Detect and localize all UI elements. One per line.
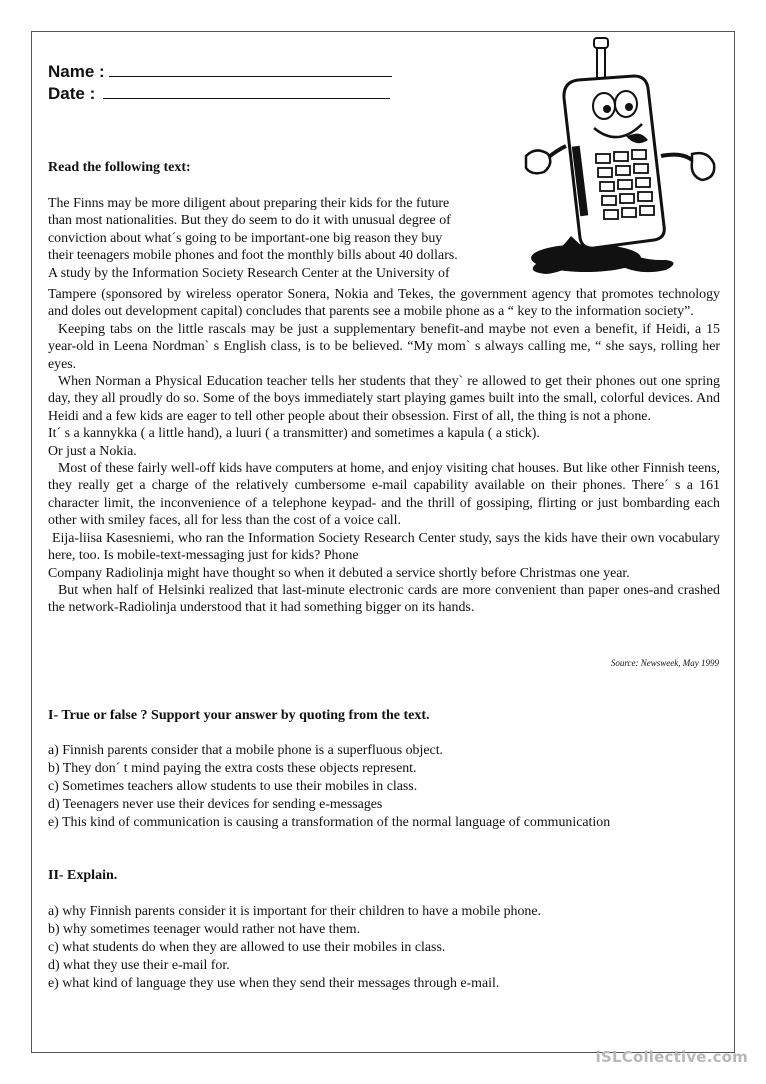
intro-line: The Finns may be more diligent about preparing their kids for the future <box>48 196 450 211</box>
paragraph: Most of these fairly well-off kids have computers at home, and enjoy visiting chat houses. But like other Finnish teens, they really get a charge of the relatively cumbersome e-mail capability available on their phones. There´ s a 161 character limit, the inconvenience of a telephone keypad- and the thrill of gossiping, flirting or just bombarding each other with smiley faces, all for less than the cost of a voice call. <box>48 461 720 529</box>
reading-intro <box>48 195 518 282</box>
cartoon-mobile-phone-icon <box>516 36 726 286</box>
list-item: b) They don´ t mind paying the extra costs these objects represent. <box>48 761 417 776</box>
list-item: b) why sometimes teenager would rather not have them. <box>48 922 361 937</box>
list-item: c) what students do when they are allowed to use their mobiles in class. <box>48 940 446 955</box>
list-item: a) Finnish parents consider that a mobile phone is a superfluous object. <box>48 743 444 758</box>
intro-line: A study by the Information Society Research Center at the University of <box>48 265 450 281</box>
name-label: Name : <box>48 62 105 81</box>
list-item: d) what they use their e-mail for. <box>48 958 230 973</box>
paragraph: Keeping tabs on the little rascals may be just a supplementary benefit-and maybe not even a benefit, if Heidi, a 15 year-old in Leena Nordman` s English class, is to be believed. “My mom` s always calling me, “ she says, rolling her eyes. <box>48 321 720 372</box>
intro-line: than most nationalities. But they do seem to do it with unusual degree of <box>48 213 451 229</box>
true-false-list <box>48 742 610 832</box>
paragraph: But when half of Helsinki realized that last-minute electronic cards are more convenient than paper ones-and crashed the network-Radiolinja understood that it had something bigger on its hands. <box>48 582 720 616</box>
list-item: a) why Finnish parents consider it is important for their children to have a mobile phone. <box>48 904 542 919</box>
section-explain-title: II- Explain. <box>48 868 118 883</box>
name-field <box>48 60 392 82</box>
reading-body <box>48 286 720 617</box>
list-item: e) what kind of language they use when they send their messages through e-mail. <box>48 976 500 991</box>
list-item: c) Sometimes teachers allow students to use their mobiles in class. <box>48 779 418 794</box>
source-citation: Source: Newsweek, May 1999 <box>610 658 719 668</box>
intro-line: conviction about what´s going to be important-one big reason they buy <box>48 230 443 246</box>
explain-list <box>48 903 541 993</box>
list-item: d) Teenagers never use their devices for sending e-messages <box>48 797 383 812</box>
paragraph: Eija-liisa Kasesniemi, who ran the Information Society Research Center study, says the kids have their own vocabulary here, too. Is mobile-text-messaging just for kids? Phone <box>48 530 720 564</box>
paragraph: Company Radiolinja might have thought so when it debuted a service shortly before Christmas one year. <box>48 565 630 581</box>
date-label: Date : <box>48 84 96 103</box>
intro-line: their teenagers mobile phones and foot the monthly bills about 40 dollars. <box>48 248 458 264</box>
section-true-false-title: I- True or false ? Support your answer by quoting from the text. <box>48 708 430 723</box>
reading-instruction: Read the following text: <box>48 160 191 175</box>
paragraph: It´ s a kannykka ( a little hand), a luuri ( a transmitter) and sometimes a kapula ( a stick). <box>48 426 540 442</box>
paragraph: Or just a Nokia. <box>48 443 137 459</box>
date-blank-line <box>103 82 390 99</box>
paragraph: Tampere (sponsored by wireless operator Sonera, Nokia and Tekes, the government agency that promotes technology and doles out development capital) concludes that parents see a mobile phone as a “ key to the information society”. <box>48 287 720 320</box>
date-field <box>48 82 390 104</box>
paragraph: When Norman a Physical Education teacher tells her students that they` re allowed to get their phones out one spring day, they all proudly do so. Some of the boys immediately start playing games built into the small, colorful devices. And Heidi and a few kids are eager to tell other people about their obsession. First of all, the thing is not a phone. <box>48 374 720 424</box>
list-item: e) This kind of communication is causing a transformation of the normal language of communication <box>48 815 611 830</box>
name-blank-line <box>109 60 392 77</box>
watermark: iSLCollective.com <box>595 1048 748 1066</box>
